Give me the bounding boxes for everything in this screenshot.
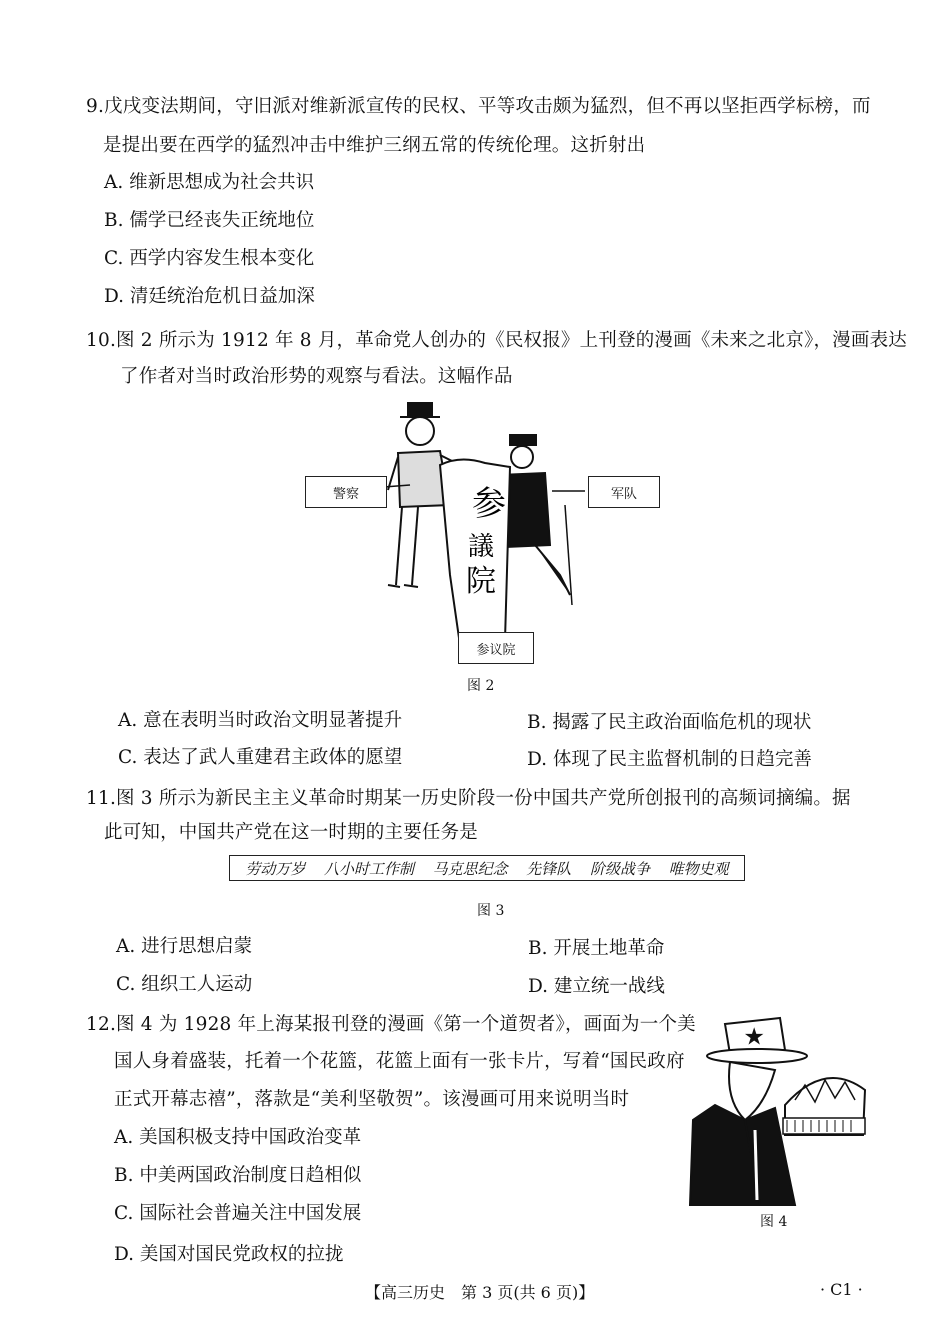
keyword-5: 阶级战争 (589, 859, 650, 878)
q9-stem-line2: 是提出要在西学的猛烈冲击中维护三纲五常的传统伦理。这折射出 (103, 135, 646, 156)
q12-stem-line3: 正式开幕志禧”，落款是“美利坚敬贺”。该漫画可用来说明当时 (114, 1089, 630, 1110)
page-footer: 【高三历史 第 3 页(共 6 页)】 (365, 1283, 595, 1302)
q12-stem-line1: 12.图 4 为 1928 年上海某报刊登的漫画《第一个道贺者》，画面为一个美 (86, 1014, 696, 1035)
q11-option-c: C. 组织工人运动 (116, 974, 253, 995)
q10-stem-line1: 10.图 2 所示为 1912 年 8 月，革命党人创办的《民权报》上刊登的漫画《未来之北京》，漫画表达 (86, 330, 907, 351)
figure-3-caption: 图 3 (477, 903, 505, 919)
q10-option-d: D. 体现了民主监督机制的日趋完善 (527, 749, 812, 770)
q11-option-a: A. 进行思想启蒙 (116, 936, 253, 957)
q11-option-b: B. 开展土地革命 (528, 938, 665, 959)
q12-stem-line2: 国人身着盛装，托着一个花篮，花篮上面有一张卡片，写着“国民政府 (114, 1051, 685, 1072)
q11-stem-line1: 11.图 3 所示为新民主主义革命时期某一历史阶段一份中国共产党所创报刊的高频词摘编。据 (86, 788, 851, 809)
q12-option-d: D. 美国对国民党政权的拉拢 (114, 1244, 344, 1265)
label-senate: 参议院 (458, 632, 534, 664)
figure-3-keyword-box (229, 855, 745, 881)
figure-4-caption: 图 4 (760, 1214, 788, 1230)
figure-2-caption: 图 2 (467, 678, 495, 694)
q9-option-d: D. 清廷统治危机日益加深 (104, 286, 315, 307)
q12-option-c: C. 国际社会普遍关注中国发展 (114, 1203, 362, 1224)
q9-stem-line1: 9.戊戌变法期间，守旧派对维新派宣传的民权、平等攻击颇为猛烈，但不再以坚拒西学标榜，而 (86, 96, 871, 117)
figure-4-cartoon (685, 1010, 870, 1210)
q9-option-c: C. 西学内容发生根本变化 (104, 248, 315, 269)
q12-option-a: A. 美国积极支持中国政治变革 (114, 1127, 362, 1148)
q10-stem-line2: 了作者对当时政治形势的观察与看法。这幅作品 (120, 366, 513, 387)
banner-char-2: 議 (468, 532, 495, 562)
banner-char-3: 院 (466, 564, 496, 599)
q12-option-b: B. 中美两国政治制度日趋相似 (114, 1165, 362, 1186)
q9-option-b: B. 儒学已经丧失正统地位 (104, 210, 315, 231)
q10-option-b: B. 揭露了民主政治面临危机的现状 (527, 712, 812, 733)
page-code: · C1 · (820, 1280, 863, 1299)
q11-stem-line2: 此可知，中国共产党在这一时期的主要任务是 (104, 822, 479, 843)
keyword-6: 唯物史观 (668, 859, 729, 878)
q10-option-c: C. 表达了武人重建君主政体的愿望 (118, 747, 403, 768)
banner-char-1: 参 (472, 484, 506, 524)
keyword-1: 劳动万岁 (245, 859, 306, 878)
q9-option-a: A. 维新思想成为社会共识 (104, 172, 315, 193)
label-police: 警察 (305, 476, 387, 508)
q11-option-d: D. 建立统一战线 (528, 976, 665, 997)
label-army: 军队 (588, 476, 660, 508)
cartoon-american-drawing (685, 1010, 870, 1210)
cartoon-drawing (300, 395, 660, 670)
figure-2-cartoon (300, 395, 660, 670)
hat-star-icon: ★ (747, 1027, 762, 1046)
keyword-3: 马克思纪念 (432, 859, 508, 878)
keyword-4: 先锋队 (526, 859, 572, 878)
keyword-2: 八小时工作制 (323, 859, 414, 878)
q10-option-a: A. 意在表明当时政治文明显著提升 (118, 710, 403, 731)
